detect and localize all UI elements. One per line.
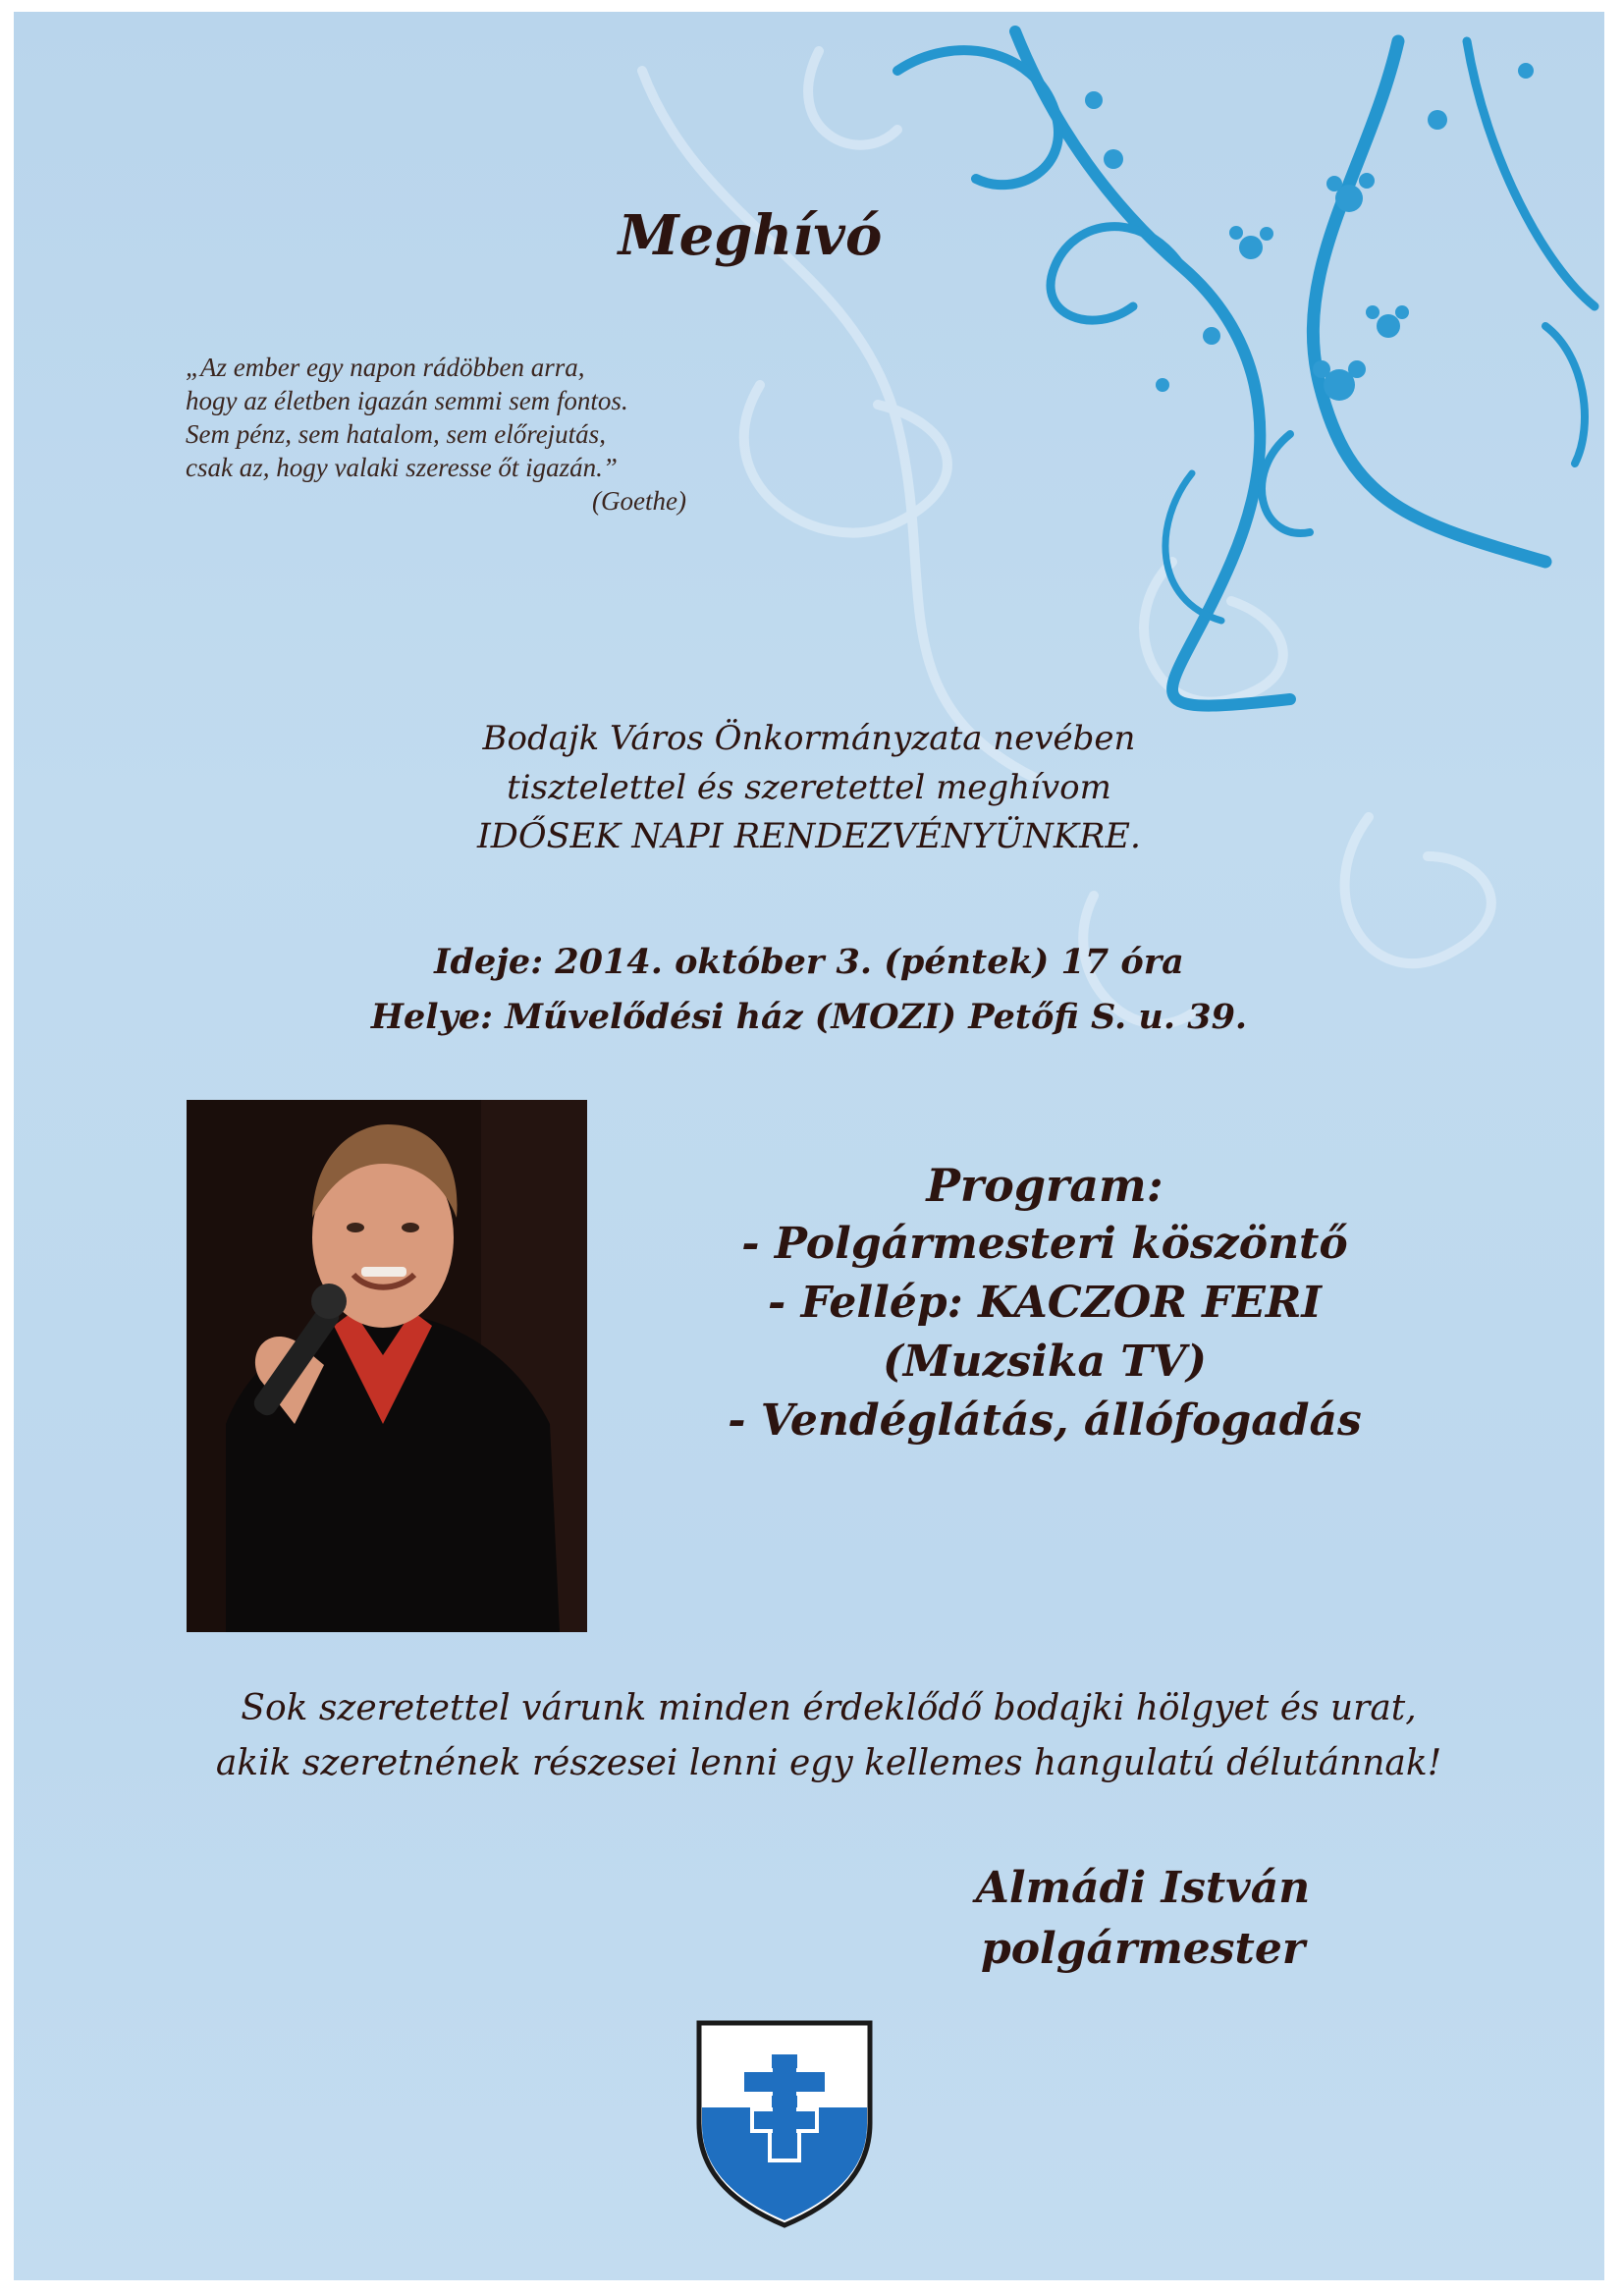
quote-line: csak az, hogy valaki szeresse őt igazán.” (186, 453, 618, 482)
event-name: IDŐSEK NAPI RENDEZVÉNYÜNKRE. (476, 817, 1142, 856)
program-list (691, 1156, 1398, 1450)
closing-message (122, 1681, 1536, 1791)
performer-photo (187, 1100, 587, 1632)
intro-line: tisztelettel és szeretettel meghívom (507, 768, 1111, 807)
closing-line: Sok szeretettel várunk minden érdeklődő bodajki hölgyet és urat, (241, 1688, 1417, 1728)
program-item: - Polgármesteri köszöntő (741, 1219, 1348, 1269)
page-title: Meghívó (618, 203, 883, 268)
event-info (230, 935, 1388, 1045)
signature-block (907, 1858, 1379, 1980)
quote-author: (Goethe) (592, 486, 686, 516)
goethe-quote (186, 351, 794, 518)
quote-line: Sem pénz, sem hatalom, sem előrejutás, (186, 419, 606, 449)
quote-line: „Az ember egy napon rádöbben arra, (186, 353, 585, 382)
event-time: Ideje: 2014. október 3. (péntek) 17 óra (434, 942, 1184, 982)
invitation-intro (230, 714, 1388, 861)
closing-line: akik szeretnének részesei lenni egy kellemes hangulatú délutánnak! (215, 1743, 1442, 1783)
program-item: - Vendéglátás, állófogadás (728, 1395, 1362, 1446)
performer-illustration (187, 1100, 587, 1632)
quote-line: hogy az életben igazán semmi sem fontos. (186, 386, 628, 415)
signer-role: polgármester (980, 1924, 1306, 1974)
program-item: (Muzsika TV) (883, 1337, 1207, 1387)
invitation-sheet (14, 12, 1604, 2280)
program-item: - Fellép: KACZOR FERI (767, 1278, 1323, 1328)
program-heading: Program: (926, 1159, 1163, 1212)
intro-line: Bodajk Város Önkormányzata nevében (482, 719, 1136, 758)
signer-name: Almádi István (975, 1863, 1311, 1913)
event-place: Helye: Művelődési ház (MOZI) Petőfi S. u. 39. (370, 997, 1248, 1037)
town-crest-icon (691, 2015, 878, 2231)
